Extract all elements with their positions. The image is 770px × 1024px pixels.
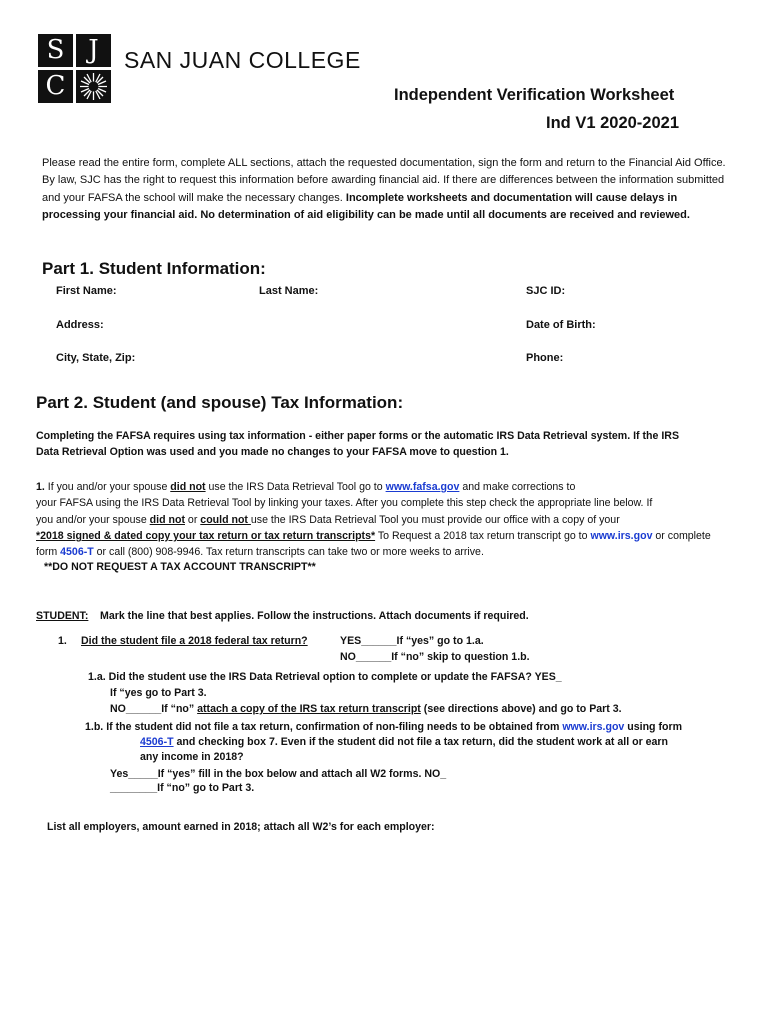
- city-state-zip-label: City, State, Zip:: [56, 352, 136, 364]
- student-q1-no[interactable]: NO______If “no” skip to question 1.b.: [340, 651, 530, 663]
- form-subtitle: Ind V1 2020-2021: [546, 114, 679, 132]
- q1b-line2-text: and checking box 7. Even if the student did not file a tax return, did the student work at all or earn: [173, 736, 669, 748]
- q1b-line3: any income in 2018?: [140, 751, 244, 763]
- intro-text: Please read the entire form, complete ALL sections, attach the requested documentation, sign the form and return to the Financial Aid Office. By law, SJC has the right to request this information before awarding financial aid. If there are differences between the information submitted and your FAFSA the school will make the necessary changes.: [42, 157, 726, 204]
- q1-line5: [36, 546, 484, 558]
- student-q1-number: 1.: [58, 635, 67, 647]
- irs-link[interactable]: www.irs.gov: [590, 530, 653, 542]
- q1a-yes: If “yes go to Part 3.: [110, 687, 207, 699]
- q1-line2: your FAFSA using the IRS Data Retrieval Tool by linking your taxes. After you complete this step check the appropriate line below. If: [36, 497, 653, 509]
- q1-text-c: use the IRS Data Retrieval Tool go to: [205, 481, 386, 493]
- form-title: Independent Verification Worksheet: [394, 86, 675, 104]
- student-q1-text: Did the student file a 2018 federal tax return?: [81, 635, 308, 647]
- phone-label: Phone:: [526, 352, 564, 364]
- q1a-no-underlined: attach a copy of the IRS tax return transcript: [197, 703, 421, 715]
- q1b-irs-link[interactable]: www.irs.gov: [562, 721, 625, 733]
- employers-instruction: List all employers, amount earned in 2018; attach all W2’s for each employer:: [47, 821, 435, 833]
- q1-line1: [36, 481, 575, 493]
- q1-warning: **DO NOT REQUEST A TAX ACCOUNT TRANSCRIPT**: [44, 561, 316, 573]
- q1-text-a: If you and/or your spouse: [44, 481, 171, 493]
- student-label: STUDENT:: [36, 610, 89, 622]
- q1-signed-copy: *2018 signed & dated copy your tax return or tax return transcripts*: [36, 530, 376, 542]
- part2-intro-line1: Completing the FAFSA requires using tax information - either paper forms or the automatic IRS Data Retrieval system. If the IRS: [36, 430, 680, 442]
- q1-l5-a: form: [36, 546, 61, 558]
- q1-l5-b: or call (800) 908-9946. Tax return transcripts can take two or more weeks to arrive.: [93, 546, 484, 558]
- q1b-line2: [140, 736, 668, 748]
- part1-heading: Part 1. Student Information:: [42, 259, 266, 278]
- intro-paragraph: [42, 155, 732, 225]
- q1-l4-b: To Request a 2018 tax return transcript go to: [375, 530, 591, 542]
- q1-number: 1.: [36, 481, 45, 493]
- q1-l4-c: or complete: [652, 530, 711, 542]
- q1-did-not: did not: [170, 481, 206, 493]
- q1b-yes[interactable]: Yes_____If “yes” fill in the box below and attach all W2 forms. NO_: [110, 768, 447, 780]
- last-name-label: Last Name:: [259, 285, 319, 297]
- q1-l3-or: or: [184, 514, 201, 526]
- sjc-logo: [38, 34, 112, 104]
- q1-line4: [36, 530, 711, 542]
- address-label: Address:: [56, 319, 104, 331]
- q1-line3: [36, 514, 620, 526]
- first-name-label: First Name:: [56, 285, 117, 297]
- intro-bold-text: Incomplete worksheets and documentation will cause delays in processing your financial aid. No determination of aid eligibility can be made until all documents are received and reviewed.: [42, 191, 690, 222]
- student-instruction: Mark the line that best applies. Follow the instructions. Attach documents if required.: [100, 610, 529, 622]
- q1-l3-did-not: did not: [149, 514, 185, 526]
- fafsa-link[interactable]: www.fafsa.gov: [385, 481, 460, 493]
- q1b-form-link[interactable]: 4506-T: [140, 736, 174, 748]
- part2-heading: Part 2. Student (and spouse) Tax Information:: [36, 393, 404, 412]
- q1a-no-pre: NO______If “no”: [110, 703, 198, 715]
- q1b-text-a: 1.b. If the student did not file a tax return, confirmation of non-filing needs to be obtained from: [85, 721, 563, 733]
- q1-text-d: and make corrections to: [459, 481, 576, 493]
- form-4506t-link[interactable]: 4506-T: [60, 546, 94, 558]
- logo-letter-s: S: [38, 34, 73, 67]
- q1b-text-b: using form: [624, 721, 683, 733]
- dob-label: Date of Birth:: [526, 319, 596, 331]
- college-name: SAN JUAN COLLEGE: [124, 47, 361, 73]
- q1a-no-post: (see directions above) and go to Part 3.: [420, 703, 622, 715]
- student-q1-yes[interactable]: YES______If “yes” go to 1.a.: [340, 635, 484, 647]
- q1-l3-could-not: could not: [200, 514, 251, 526]
- q1-l3-e: use the IRS Data Retrieval Tool you must provide our office with a copy of your: [250, 514, 620, 526]
- logo-letter-j: J: [76, 34, 111, 67]
- q1a-no[interactable]: [110, 703, 622, 715]
- q1b-no[interactable]: ________If “no” go to Part 3.: [110, 782, 255, 794]
- part2-intro-line2: Data Retrieval Option was used and you made no changes to your FAFSA move to question 1.: [36, 446, 509, 458]
- q1-l3-a: you and/or your spouse: [36, 514, 150, 526]
- q1a-line[interactable]: 1.a. Did the student use the IRS Data Retrieval option to complete or update the FAFSA? YES_: [88, 671, 562, 683]
- logo-letter-c: C: [38, 70, 73, 103]
- sun-icon: [76, 70, 111, 103]
- sjc-id-label: SJC ID:: [526, 285, 566, 297]
- q1b-line1: [85, 721, 682, 733]
